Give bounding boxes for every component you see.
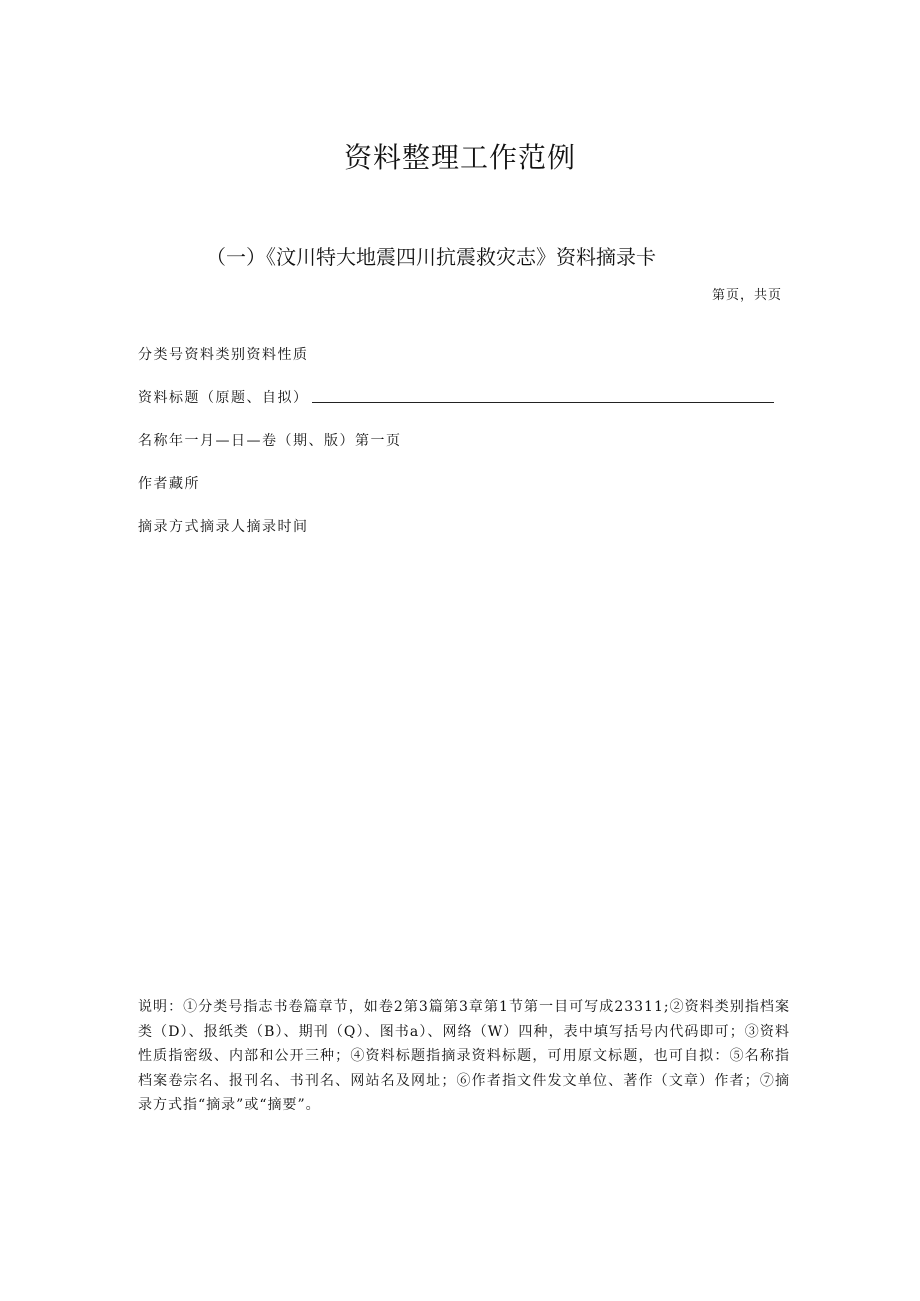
- field-author-line: 作者藏所: [138, 476, 200, 492]
- page-counter: 第页，共页: [711, 288, 782, 303]
- field-extract-line: 摘录方式摘录人摘录时间: [138, 519, 309, 535]
- field-source-line: 名称年一月—日—卷（期、版）第一页: [138, 433, 402, 449]
- field-classification-line: 分类号资料类别资料性质: [138, 347, 309, 363]
- card-subtitle: （一）《汶川特大地震四川抗震救灾志》资料摘录卡: [206, 245, 656, 269]
- page-title: 资料整理工作范例: [343, 141, 576, 174]
- explanation-notes: 说明：①分类号指志书卷篇章节，如卷2第3篇第3章第1节第一目可写成23311;②资料类别指档案类（D）、报纸类（B）、期刊（Q）、图书a）、网络（W）四种，表中填写括号内代码即可；③资料性质指密级、内部和公开三种；④资料标题指摘录资料标题，可用原文标题，也可自拟：⑤名称指档案卷宗名、报刊名、书刊名、网站名及网址；⑥作者指文件发文单位、著作（文章）作者；⑦摘录方式指“摘录”或“摘要”。: [138, 999, 790, 1113]
- field-title-label: 资料标题（原题、自拟）: [138, 390, 309, 406]
- title-fill-line: [312, 402, 774, 403]
